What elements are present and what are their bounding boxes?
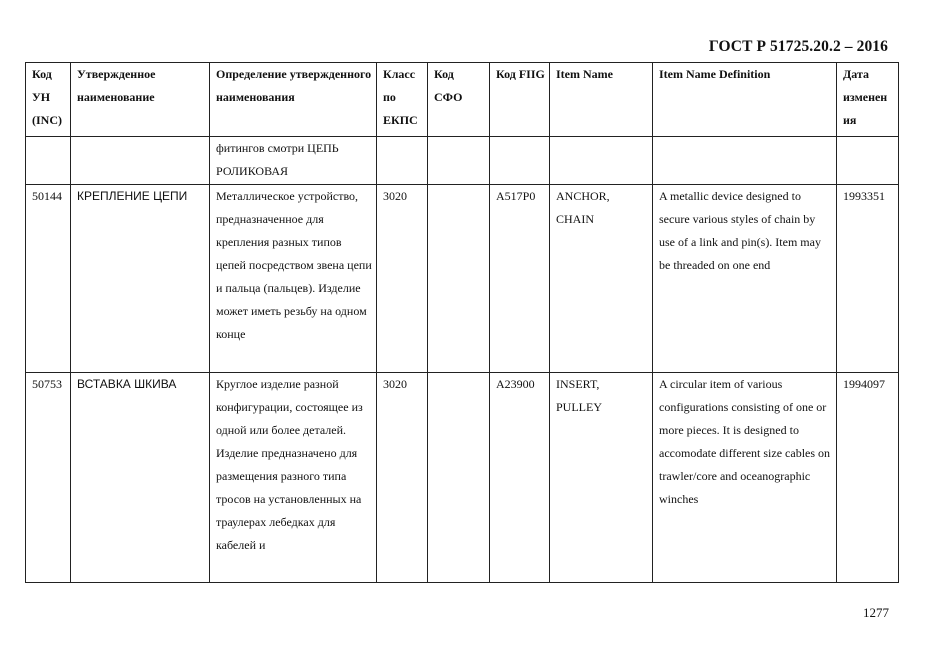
table-cell-item-definition: A metallic device designed to secure various styles of chain by use of a link and pin(s). Item may be threaded on one end xyxy=(653,185,837,373)
column-header-class: Класс по ЕКПС xyxy=(377,63,428,137)
column-header-sfo: Код СФО xyxy=(428,63,490,137)
table-cell-date: 1993351 xyxy=(837,185,899,373)
table-cell-approved-name: КРЕПЛЕНИЕ ЦЕПИ xyxy=(71,185,210,373)
column-header-definition: Определение утвержденного наименования xyxy=(210,63,377,137)
table-cell-fiig: A23900 xyxy=(490,373,550,583)
table-cell-item-name: INSERT, PULLEY xyxy=(550,373,653,583)
table-cell-fiig: A517P0 xyxy=(490,185,550,373)
table-cell-inc: 50753 xyxy=(26,373,71,583)
table-header-row xyxy=(26,63,899,137)
table-cell-item-name: ANCHOR, CHAIN xyxy=(550,185,653,373)
column-header-inc: Код УН (INC) xyxy=(26,63,71,137)
nomenclature-table xyxy=(25,62,899,583)
table-cell xyxy=(26,137,71,185)
table-cell-item-definition: A circular item of various configurations consisting of one or more pieces. It is designed to accomodate different size cables on trawler/core and oceanographic winches xyxy=(653,373,837,583)
table-cell-class: 3020 xyxy=(377,373,428,583)
table-cell-approved-name: ВСТАВКА ШКИВА xyxy=(71,373,210,583)
column-header-item-definition: Item Name Definition xyxy=(653,63,837,137)
column-header-fiig: Код FIIG xyxy=(490,63,550,137)
document-standard-header: ГОСТ Р 51725.20.2 – 2016 xyxy=(708,38,888,55)
table-cell xyxy=(653,137,837,185)
table-cell-date: 1994097 xyxy=(837,373,899,583)
table-cell-definition: Круглое изделие разной конфигурации, состоящее из одной или более деталей. Изделие предназначено для размещения разного типа тросов на установленных на траулерах лебедках для кабелей и xyxy=(210,373,377,583)
table-cell-definition: Металлическое устройство, предназначенное для крепления разных типов цепей посредством звена цепи и пальца (пальцев). Изделие может иметь резьбу на одном конце xyxy=(210,185,377,373)
table-cell-class: 3020 xyxy=(377,185,428,373)
table-cell xyxy=(71,137,210,185)
table-cell-sfo xyxy=(428,185,490,373)
table-cell xyxy=(837,137,899,185)
table-cell-inc: 50144 xyxy=(26,185,71,373)
column-header-approved-name: Утвержденное наименование xyxy=(71,63,210,137)
table-cell xyxy=(377,137,428,185)
table-cell-sfo xyxy=(428,373,490,583)
table-row-continuation xyxy=(26,137,899,185)
table-cell xyxy=(550,137,653,185)
table-row xyxy=(26,185,899,373)
column-header-item-name: Item Name xyxy=(550,63,653,137)
page-number: 1277 xyxy=(863,605,889,620)
table-cell xyxy=(490,137,550,185)
column-header-date: Дата изменен ия xyxy=(837,63,899,137)
table-cell-definition: фитингов смотри ЦЕПЬ РОЛИКОВАЯ xyxy=(210,137,377,185)
table-row xyxy=(26,373,899,583)
table-cell xyxy=(428,137,490,185)
